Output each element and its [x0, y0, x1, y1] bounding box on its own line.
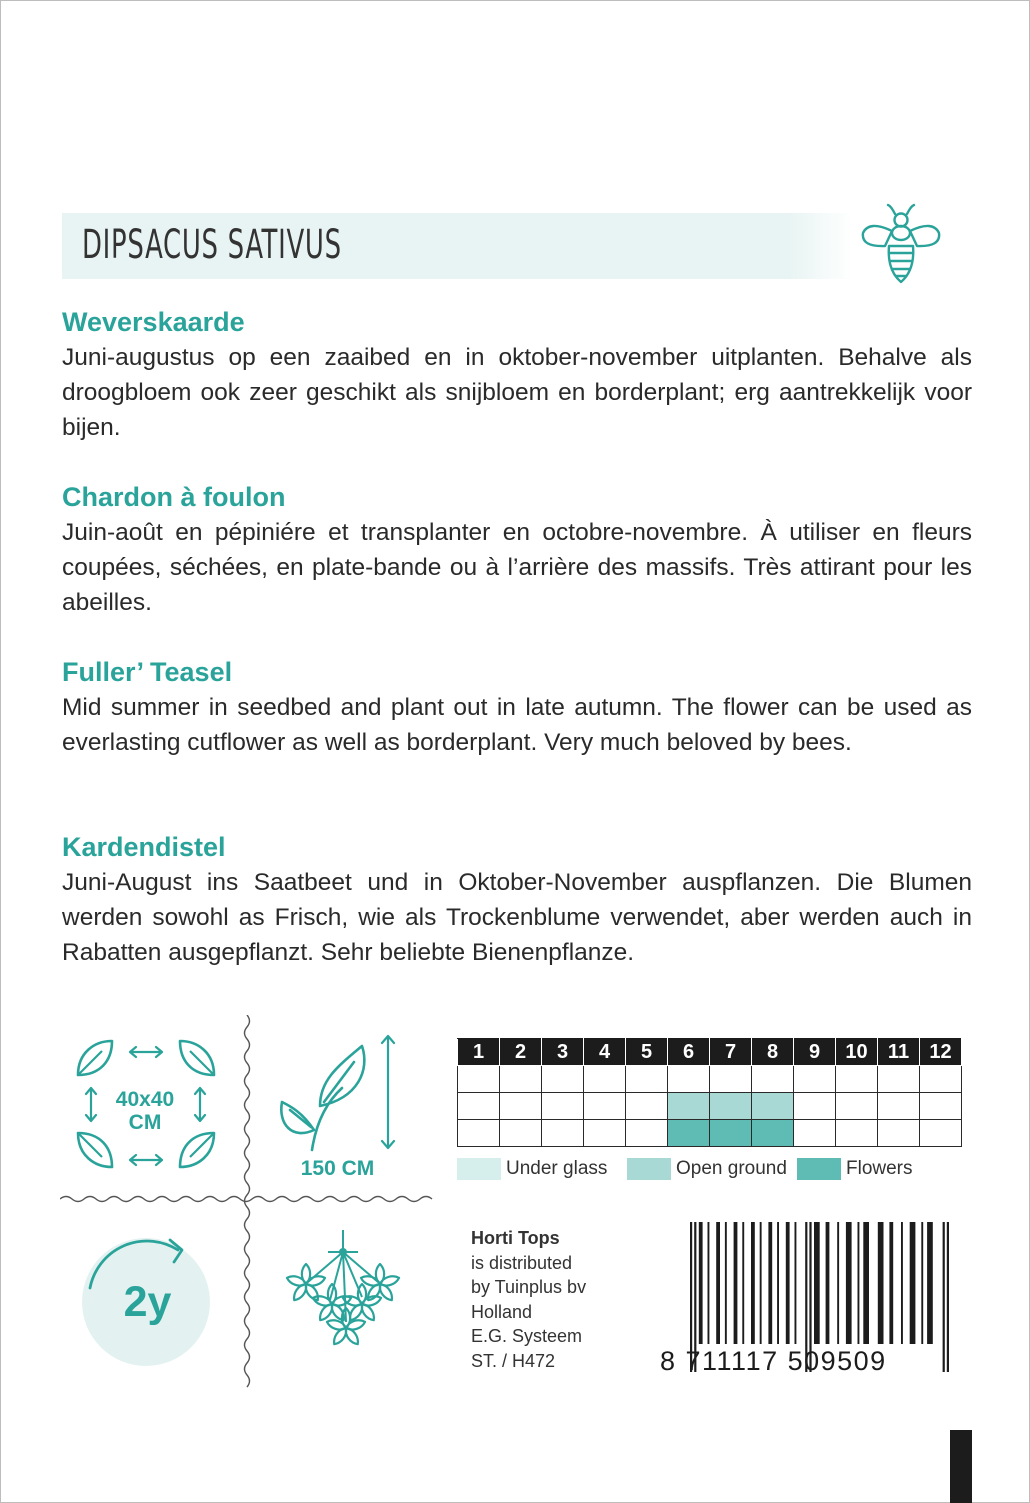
height-label: 150 CM — [300, 1157, 375, 1180]
lifecycle-label: 2y — [123, 1278, 172, 1326]
calendar-cell — [920, 1066, 962, 1093]
latin-name: DIPSACUS SATIVUS — [82, 222, 342, 268]
calendar-mark — [710, 1093, 752, 1120]
legend-under-glass — [457, 1158, 607, 1180]
distributor-line: E.G. Systeem — [471, 1326, 583, 1346]
calendar-cell — [668, 1066, 710, 1093]
calendar-cell — [542, 1093, 584, 1120]
barcode-number: 8 711117 509509 — [660, 1346, 887, 1376]
section-title: Kardendistel — [62, 832, 226, 862]
month-cell: 6 — [668, 1039, 710, 1066]
horizontal-divider — [60, 1192, 440, 1206]
sowing-calendar — [457, 1038, 962, 1147]
distributor-line: by Tuinplus bv — [471, 1277, 587, 1297]
legend-label: Under glass — [506, 1158, 608, 1179]
legend-label: Flowers — [846, 1158, 913, 1179]
barcode-bar — [814, 1222, 820, 1344]
legend-swatch — [627, 1158, 671, 1180]
distributor-line: ST. / H472 — [471, 1350, 556, 1371]
calendar-cell — [878, 1120, 920, 1147]
barcode-bar — [910, 1222, 916, 1344]
legend-swatch — [797, 1158, 841, 1180]
barcode-bar — [768, 1222, 772, 1344]
barcode-bar — [826, 1222, 830, 1344]
barcode-bar — [725, 1222, 727, 1344]
barcode-bar — [795, 1222, 797, 1344]
calendar-cell — [878, 1066, 920, 1093]
barcode-bar — [699, 1222, 703, 1344]
section-title: Chardon à foulon — [62, 482, 286, 512]
calendar-mark — [668, 1120, 710, 1147]
legend-label: Open ground — [676, 1158, 787, 1179]
barcode-bar — [863, 1222, 869, 1344]
leaf-icon — [78, 1041, 112, 1075]
flower-cluster-icon — [270, 1222, 420, 1372]
month-cell: 2 — [500, 1039, 542, 1066]
section-title: Fuller’ Teasel — [62, 657, 233, 687]
calendar-cell — [836, 1093, 878, 1120]
leaf-icon — [180, 1041, 214, 1075]
calendar-cell — [920, 1120, 962, 1147]
section-de — [62, 831, 972, 970]
month-cell: 4 — [584, 1039, 626, 1066]
brand-name: Horti Tops — [471, 1228, 560, 1248]
calendar-cell — [626, 1066, 668, 1093]
section-fr — [62, 481, 972, 620]
calendar-cell — [584, 1066, 626, 1093]
spacing-unit: CM — [128, 1111, 162, 1134]
calendar-cell — [542, 1120, 584, 1147]
spacing-label — [100, 1088, 190, 1134]
month-cell: 5 — [626, 1039, 668, 1066]
distributor-line: is distributed — [471, 1252, 573, 1273]
month-cell: 9 — [794, 1039, 836, 1066]
calendar-cell — [710, 1066, 752, 1093]
calendar-cell — [500, 1093, 542, 1120]
leaf-icon — [180, 1133, 214, 1167]
height-icon — [278, 1030, 418, 1160]
spacing-value: 40x40 — [115, 1088, 175, 1111]
bee-icon — [855, 200, 947, 292]
calendar-cell — [836, 1066, 878, 1093]
calendar-cell — [458, 1093, 500, 1120]
calendar-mark — [710, 1120, 752, 1147]
barcode-bar — [786, 1222, 790, 1344]
section-en — [62, 656, 972, 760]
calendar-cell — [500, 1120, 542, 1147]
open-ground-row — [458, 1093, 962, 1120]
leaf-icon — [78, 1133, 112, 1167]
month-cell: 8 — [752, 1039, 794, 1066]
flowers-row — [458, 1120, 962, 1147]
barcode-bar — [734, 1222, 738, 1344]
month-cell: 3 — [542, 1039, 584, 1066]
section-text: Juni-augustus op een zaaibed en in oktober-november uitplanten. Behalve als droogbloem ook zeer geschikt als snijbloem en borderplant; erg aantrekkelijk voor bijen. — [62, 344, 972, 441]
barcode-bar — [889, 1222, 893, 1344]
print-mark — [950, 1430, 972, 1503]
calendar-cell — [626, 1120, 668, 1147]
calendar-cell — [920, 1093, 962, 1120]
calendar-mark — [668, 1093, 710, 1120]
calendar-header-row — [458, 1039, 962, 1066]
section-text: Juin-août en pépiniére et transplanter en octobre-novembre. À utiliser en fleurs coupées, séchées, en plate-bande ou à l’arrière des massifs. Très attirant pour les abeilles. — [62, 519, 972, 616]
month-cell: 12 — [920, 1039, 962, 1066]
legend-swatch — [457, 1158, 501, 1180]
calendar-cell — [794, 1120, 836, 1147]
calendar-cell — [794, 1066, 836, 1093]
month-cell: 1 — [458, 1039, 500, 1066]
section-title: Weverskaarde — [62, 307, 245, 337]
barcode-bar — [837, 1222, 839, 1344]
month-cell: 11 — [878, 1039, 920, 1066]
month-cell: 10 — [836, 1039, 878, 1066]
calendar-cell — [626, 1093, 668, 1120]
calendar-cell — [584, 1093, 626, 1120]
calendar-cell — [458, 1120, 500, 1147]
barcode-bar — [751, 1222, 755, 1344]
calendar-cell — [458, 1066, 500, 1093]
calendar-cell — [794, 1093, 836, 1120]
barcode-bar — [742, 1222, 744, 1344]
legend-flowers — [797, 1158, 913, 1180]
section-nl — [62, 306, 972, 445]
barcode-bar — [846, 1222, 852, 1344]
calendar-cell — [752, 1066, 794, 1093]
calendar-cell — [878, 1093, 920, 1120]
barcode-bar — [901, 1222, 903, 1344]
calendar-mark — [752, 1120, 794, 1147]
distributor-info — [471, 1226, 586, 1373]
calendar-mark — [752, 1093, 794, 1120]
barcode-bar — [927, 1222, 933, 1344]
barcode-bar — [760, 1222, 762, 1344]
barcode-bar — [777, 1222, 779, 1344]
barcode-bar — [921, 1222, 923, 1344]
section-text: Juni-August ins Saatbeet und in Oktober-November auspflanzen. Die Blumen werden sowohl as Frisch, wie als Trockenblume verwendet, aber werden auch in Rabatten ausgepflanzt. Sehr beliebte Bienenpflanze. — [62, 869, 972, 966]
calendar-cell — [542, 1066, 584, 1093]
under-glass-row — [458, 1066, 962, 1093]
barcode-bar — [858, 1222, 860, 1344]
barcode-bar — [716, 1222, 720, 1344]
month-cell: 7 — [710, 1039, 752, 1066]
barcode-bar — [708, 1222, 710, 1344]
calendar-cell — [500, 1066, 542, 1093]
barcode-bar — [878, 1222, 884, 1344]
arrow-icon — [382, 1036, 394, 1148]
section-text: Mid summer in seedbed and plant out in late autumn. The flower can be used as everlasting cutflower as well as borderplant. Very much beloved by bees. — [62, 694, 972, 756]
legend-open-ground — [627, 1158, 787, 1180]
distributor-line: Holland — [471, 1301, 533, 1322]
calendar-cell — [836, 1120, 878, 1147]
calendar-cell — [584, 1120, 626, 1147]
